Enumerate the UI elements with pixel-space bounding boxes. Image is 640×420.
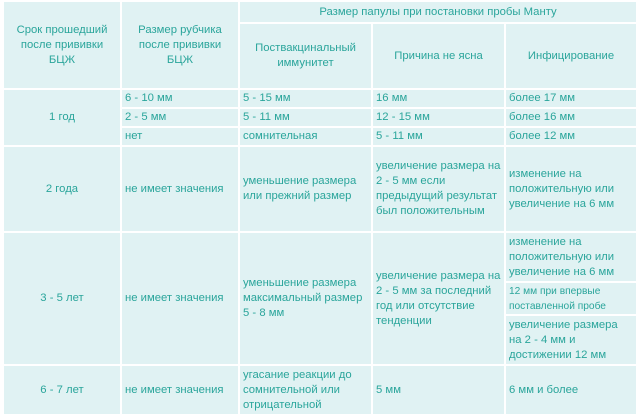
infection-cell: 6 мм и более <box>506 366 636 414</box>
postvaccinal-cell: сомнительная <box>240 128 371 145</box>
scar-cell: не имеет значения <box>122 366 238 414</box>
period-cell: 1 год <box>4 90 120 145</box>
infection-cell: увеличение размера на 2 - 4 мм и достижении 12 мм <box>506 316 636 364</box>
infection-cell: изменение на положительную или увеличение на 6 мм <box>506 147 636 231</box>
postvaccinal-cell: 5 - 15 мм <box>240 90 371 107</box>
infection-cell: более 16 мм <box>506 109 636 126</box>
postvaccinal-cell: 5 - 11 мм <box>240 109 371 126</box>
infection-cell: более 12 мм <box>506 128 636 145</box>
scar-cell: не имеет значения <box>122 233 238 364</box>
header-postvaccinal: Поствакцинальный иммунитет <box>240 24 371 88</box>
postvaccinal-cell: уменьшение размера или прежний размер <box>240 147 371 231</box>
period-cell: 3 - 5 лет <box>4 233 120 364</box>
table-row <box>4 90 636 107</box>
infection-cell: изменение на положительную или увеличение на 6 мм <box>506 233 636 281</box>
header-period: Срок прошедший после прививки БЦЖ <box>4 2 120 88</box>
unclear-cell: 5 мм <box>373 366 504 414</box>
period-cell: 6 - 7 лет <box>4 366 120 414</box>
postvaccinal-cell: уменьшение размера максимальный размер 5 - 8 мм <box>240 233 371 364</box>
header-papule-size-group: Размер папулы при постановки пробы Манту <box>240 2 636 22</box>
unclear-cell: 16 мм <box>373 90 504 107</box>
unclear-cell: 12 - 15 мм <box>373 109 504 126</box>
scar-cell: нет <box>122 128 238 145</box>
unclear-cell: увеличение размера на 2 - 5 мм если предыдущий результат был положительным <box>373 147 504 231</box>
table-row <box>4 366 636 414</box>
infection-cell: более 17 мм <box>506 90 636 107</box>
mantoux-table <box>2 0 638 416</box>
infection-cell: 12 мм при впервые поставленной пробе <box>506 283 636 314</box>
scar-cell: не имеет значения <box>122 147 238 231</box>
table-row <box>4 147 636 231</box>
scar-cell: 6 - 10 мм <box>122 90 238 107</box>
header-infection: Инфицирование <box>506 24 636 88</box>
header-scar-size: Размер рубчика после прививки БЦЖ <box>122 2 238 88</box>
period-cell: 2 года <box>4 147 120 231</box>
header-unclear: Причина не ясна <box>373 24 504 88</box>
table-row <box>4 233 636 281</box>
unclear-cell: увеличение размера на 2 - 5 мм за последний год или отсутствие тенденции <box>373 233 504 364</box>
scar-cell: 2 - 5 мм <box>122 109 238 126</box>
postvaccinal-cell: угасание реакции до сомнительной или отрицательной <box>240 366 371 414</box>
unclear-cell: 5 - 11 мм <box>373 128 504 145</box>
header-row-top <box>4 2 636 22</box>
